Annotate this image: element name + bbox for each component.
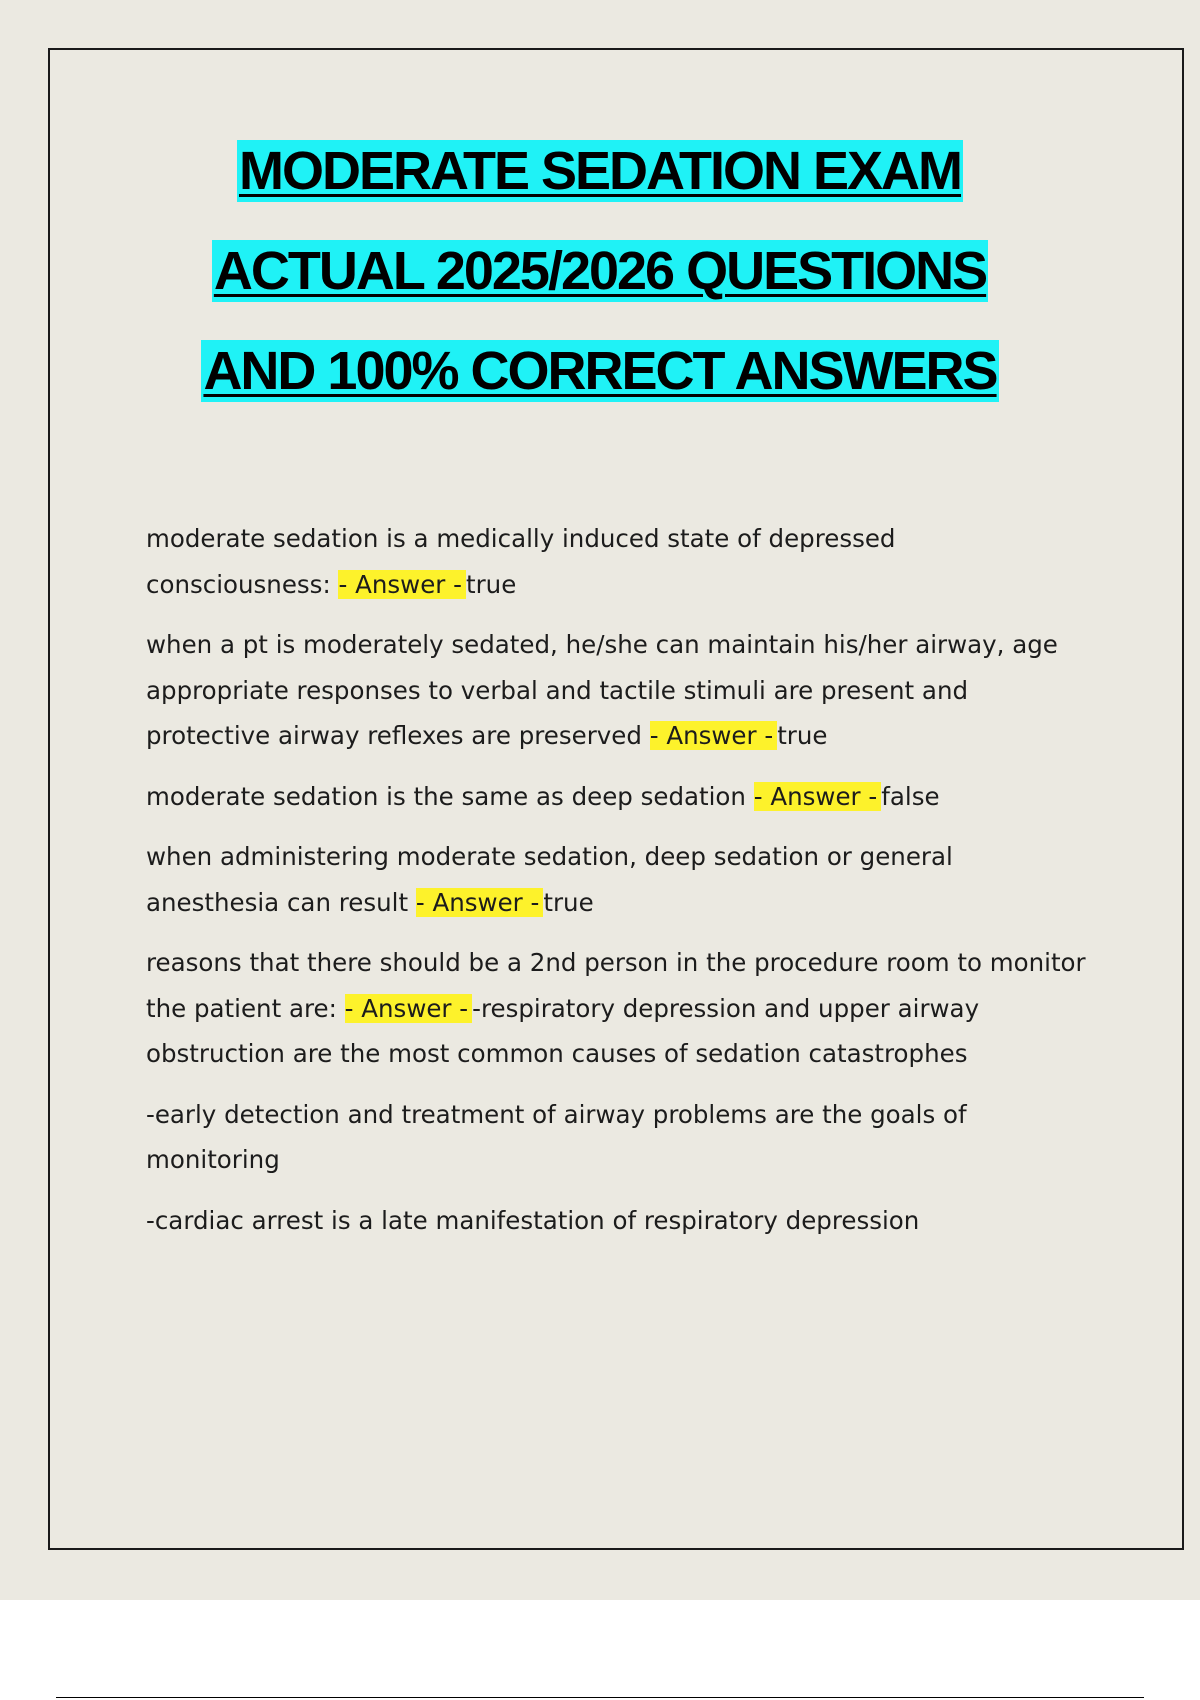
answer-text: false <box>881 781 940 811</box>
question-text: moderate sedation is a medically induced state of depressed consciousness: <box>146 524 896 599</box>
answer-marker: - Answer - <box>338 570 466 599</box>
answer-marker: - Answer - <box>650 721 778 750</box>
footer-divider <box>56 1697 1144 1698</box>
answer-text: true <box>543 887 594 917</box>
question-text: when a pt is moderately sedated, he/she can maintain his/her airway, age appropriate responses to verbal and tactile stimuli are present and protective airway reflexes are preserved <box>146 630 1058 750</box>
answer-continuation: -cardiac arrest is a late manifestation of respiratory depression <box>146 1205 920 1235</box>
qa-item <box>146 516 1086 607</box>
answer-text: true <box>777 721 828 750</box>
answer-marker: - Answer - <box>754 782 882 811</box>
qa-item <box>146 622 1086 759</box>
qa-item <box>146 834 1086 925</box>
question-text: when administering moderate sedation, deep sedation or general anesthesia can result <box>146 842 953 917</box>
answer-marker: - Answer - <box>416 888 544 917</box>
answer-continuation: -early detection and treatment of airway problems are the goals of monitoring <box>146 1099 967 1174</box>
answer-text: true <box>465 569 517 599</box>
answer-marker: - Answer - <box>345 994 473 1023</box>
qa-item <box>146 940 1086 1077</box>
qa-item <box>146 774 1086 820</box>
question-text: moderate sedation is the same as deep sedation <box>146 781 754 811</box>
document-title <box>0 140 1200 440</box>
answer-text: -respiratory depression and upper airway obstruction are the most common causes of sedation catastrophes <box>146 993 980 1068</box>
title-line-3: AND 100% CORRECT ANSWERS <box>203 341 997 401</box>
title-line-1: MODERATE SEDATION EXAM <box>238 141 962 201</box>
question-text: reasons that there should be a 2nd person in the procedure room to monitor the patient are: <box>146 948 1086 1023</box>
title-line-2: ACTUAL 2025/2026 QUESTIONS <box>213 241 987 301</box>
qa-list <box>146 516 1086 1258</box>
